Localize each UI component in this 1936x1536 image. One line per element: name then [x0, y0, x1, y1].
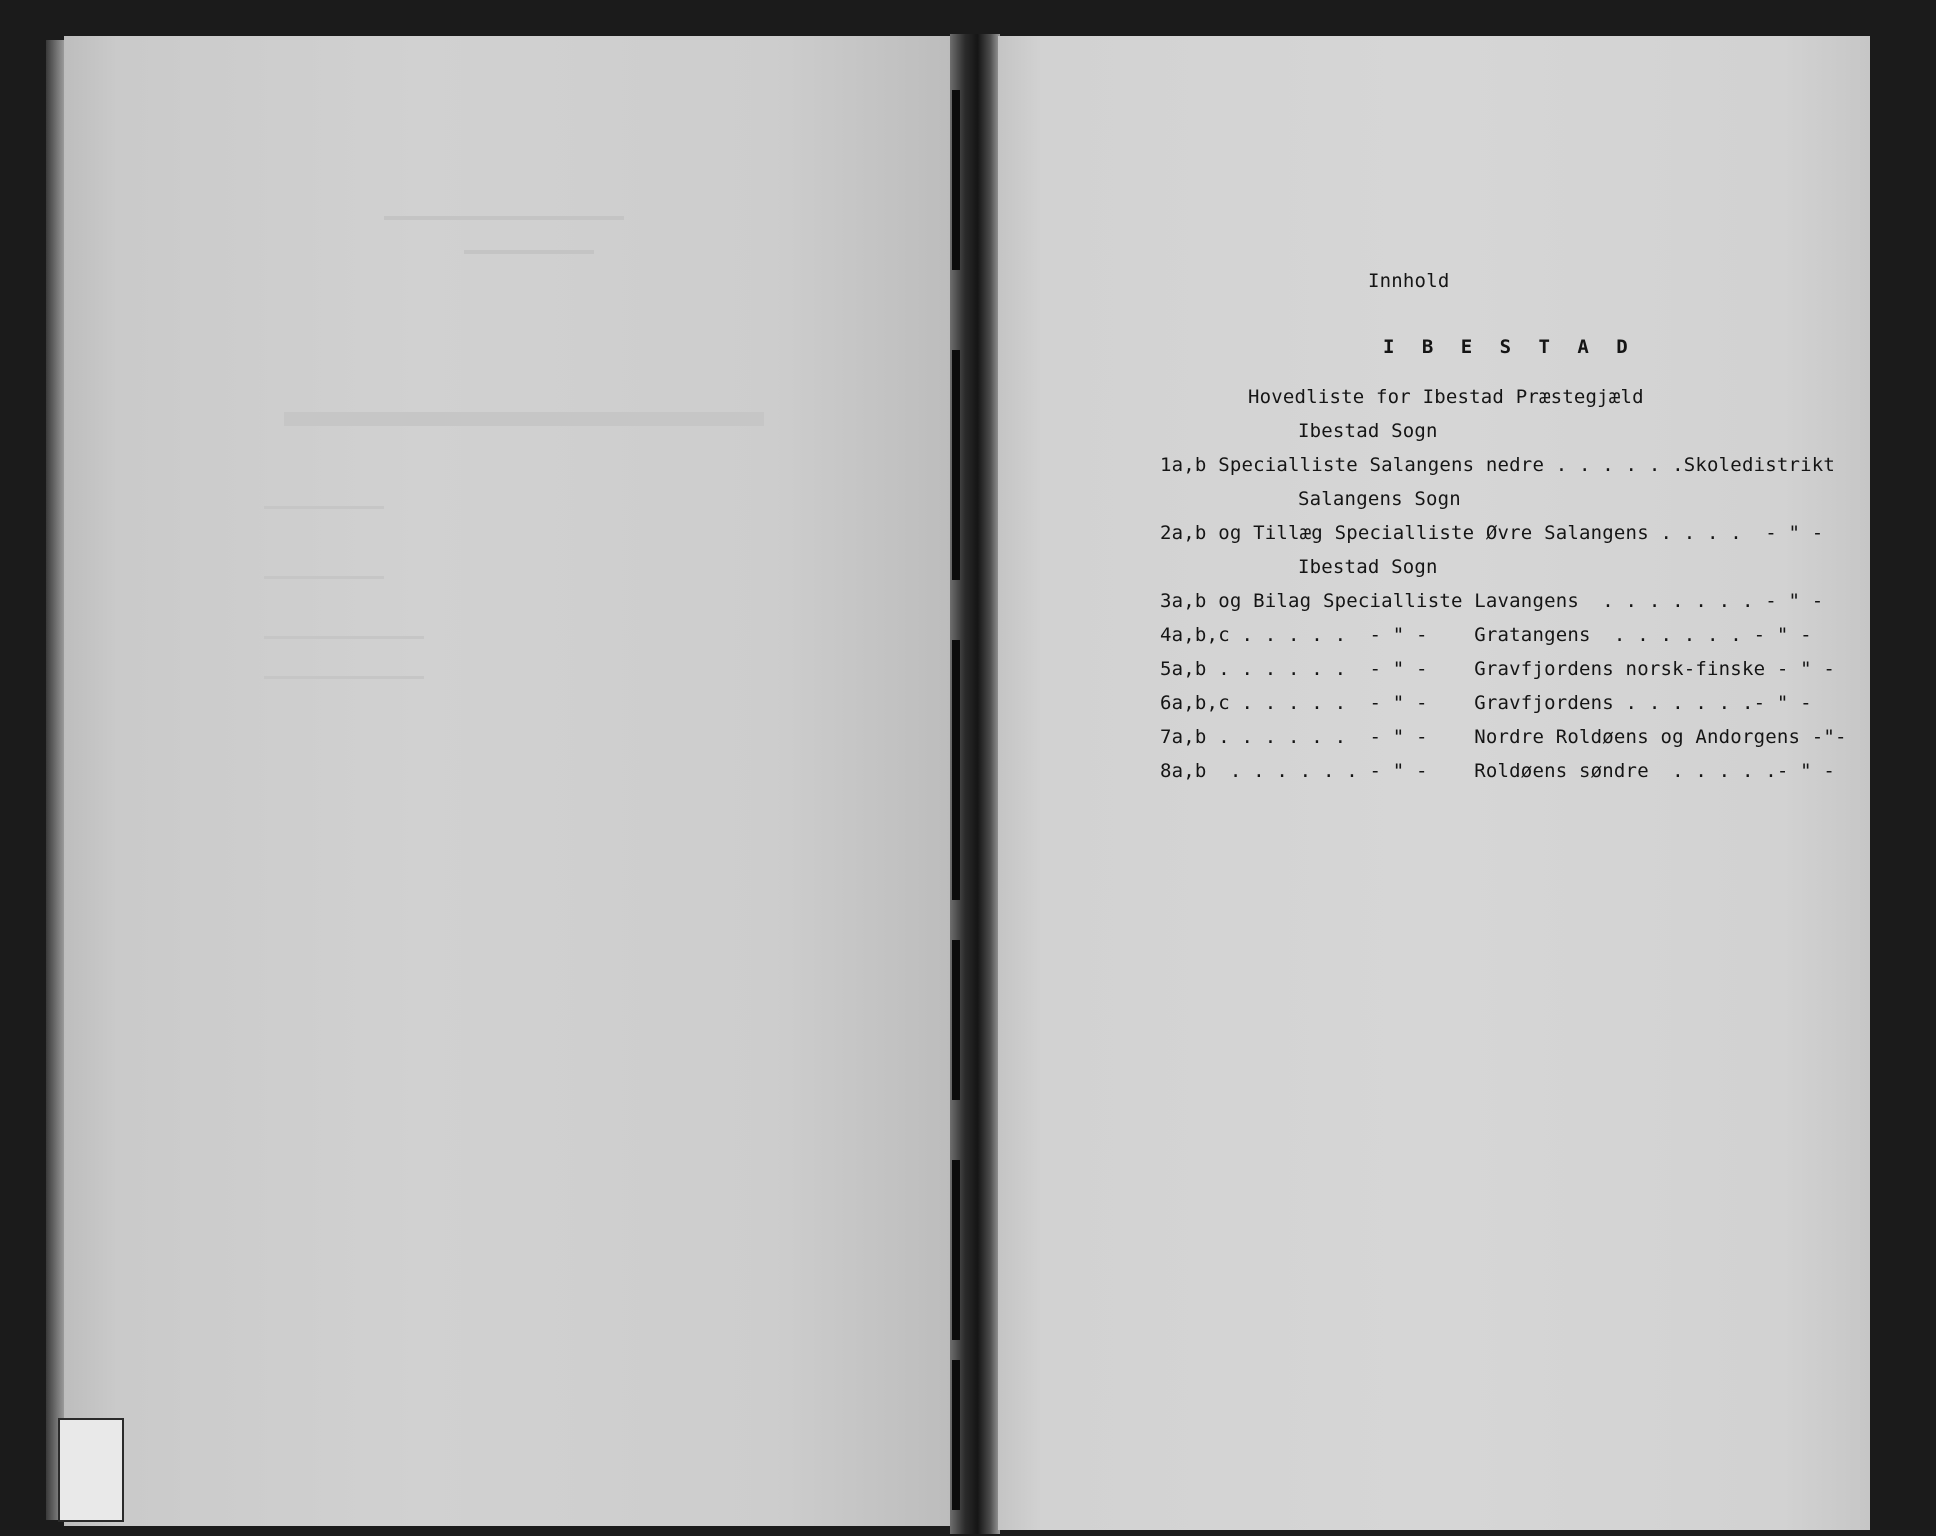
municipality-title: I B E S T A D	[1383, 336, 1636, 358]
contents-line: 3a,b og Bilag Specialliste Lavangens . . . . . . . - " -	[1160, 590, 1824, 612]
binding-stitch	[952, 1160, 960, 1340]
contents-line: 4a,b,c . . . . . - " - Gratangens . . . . . . - " -	[1160, 624, 1812, 646]
binding-stitch	[952, 940, 960, 1100]
binding-stitch	[952, 1360, 960, 1510]
bleed-through-mark	[264, 676, 424, 679]
binding-stitch	[952, 350, 960, 580]
contents-line: Salangens Sogn	[1298, 488, 1461, 510]
contents-heading: Innhold	[1368, 270, 1450, 292]
bleed-through-mark	[264, 576, 384, 579]
bleed-through-mark	[384, 216, 624, 220]
contents-line: 6a,b,c . . . . . - " - Gravfjordens . . . . . .- " -	[1160, 692, 1812, 714]
contents-line: 8a,b . . . . . . - " - Roldøens søndre . . . . .- " -	[1160, 760, 1836, 782]
contents-line: Ibestad Sogn	[1298, 556, 1438, 578]
contents-line: 5a,b . . . . . . - " - Gravfjordens norsk-finske - " -	[1160, 658, 1836, 680]
left-page-edge	[46, 40, 64, 1520]
bleed-through-mark	[264, 636, 424, 639]
contents-page	[998, 36, 1870, 1530]
bleed-through-mark	[464, 250, 594, 254]
binding-stitch	[952, 90, 960, 270]
binding-stitch	[952, 640, 960, 900]
contents-line: 2a,b og Tillæg Specialliste Øvre Salangens . . . . - " -	[1160, 522, 1824, 544]
left-page	[64, 36, 954, 1526]
page-tab	[58, 1418, 124, 1522]
bleed-through-mark	[284, 412, 764, 426]
contents-line: 7a,b . . . . . . - " - Nordre Roldøens og Andorgens -"-	[1160, 726, 1847, 748]
contents-line: 1a,b Specialliste Salangens nedre . . . . . .Skoledistrikt	[1160, 454, 1836, 476]
contents-line: Hovedliste for Ibestad Præstegjæld	[1248, 386, 1644, 408]
contents-line: Ibestad Sogn	[1298, 420, 1438, 442]
bleed-through-mark	[264, 506, 384, 509]
